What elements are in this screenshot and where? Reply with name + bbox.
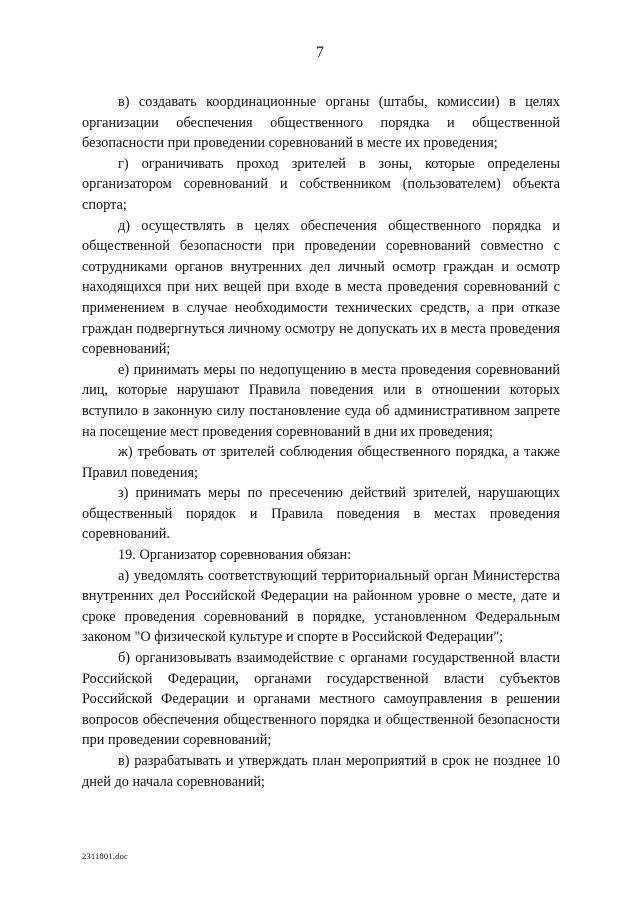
document-body xyxy=(82,92,560,792)
paragraph-e-admission-measures: е) принимать меры по недопущению в места проведения соревнований лиц, которые нарушают Правила поведения или в отношении которых вступило в законную силу постановление суда об административном запрете на посещение мест проведения соревнований в дни их проведения; xyxy=(82,361,560,440)
paragraph-19-heading: 19. Организатор соревнования обязан: xyxy=(118,547,352,564)
page-number: 7 xyxy=(316,44,324,61)
paragraph-d-inspection: д) осуществлять в целях обеспечения общественного порядка и общественной безопасности при проведении соревнований совместно с сотрудниками органов внутренних дел личный осмотр граждан и осмотр находящихся при них вещей при входе в места проведения соревнований с применением в случае необходимости технических средств, а при отказе граждан подвергнуться личному осмотру не допускать их в места проведения соревнований; xyxy=(82,217,560,358)
paragraph-g-restrict-access: г) ограничивать проход зрителей в зоны, которые определены организатором соревнований и собственником (пользователем) объекта спорта; xyxy=(82,155,560,213)
paragraph-v-coordination: в) создавать координационные органы (штабы, комиссии) в целях организации обеспечения общественного порядка и общественной безопасности при проведении соревнований в месте их проведения; xyxy=(82,94,560,152)
paragraph-zh-require-order: ж) требовать от зрителей соблюдения общественного порядка, а также Правил поведения; xyxy=(82,444,560,481)
paragraph-a-notify: а) уведомлять соответствующий территориальный орган Министерства внутренних дел Российской Федерации на районном уровне о месте, дате и сроке проведения соревнований в порядке, установленном Федеральным законом "О физической культуре и спорте в Российской Федерации"; xyxy=(82,567,560,646)
footer-filename: 2311801.doc xyxy=(82,851,129,861)
paragraph-v-plan: в) разрабатывать и утверждать план мероприятий в срок не позднее 10 дней до начала соревнований; xyxy=(82,753,560,790)
paragraph-b-interaction: б) организовывать взаимодействие с органами государственной власти Российской Федерации, органами государственной власти субъектов Российской Федерации и органами местного самоуправления в решении вопросов обеспечения общественного порядка и общественной безопасности при проведении соревнований; xyxy=(82,650,560,749)
paragraph-z-suppress-violations: з) принимать меры по пресечению действий зрителей, нарушающих общественный порядок и Правила поведения в местах проведения соревнований. xyxy=(82,485,560,543)
